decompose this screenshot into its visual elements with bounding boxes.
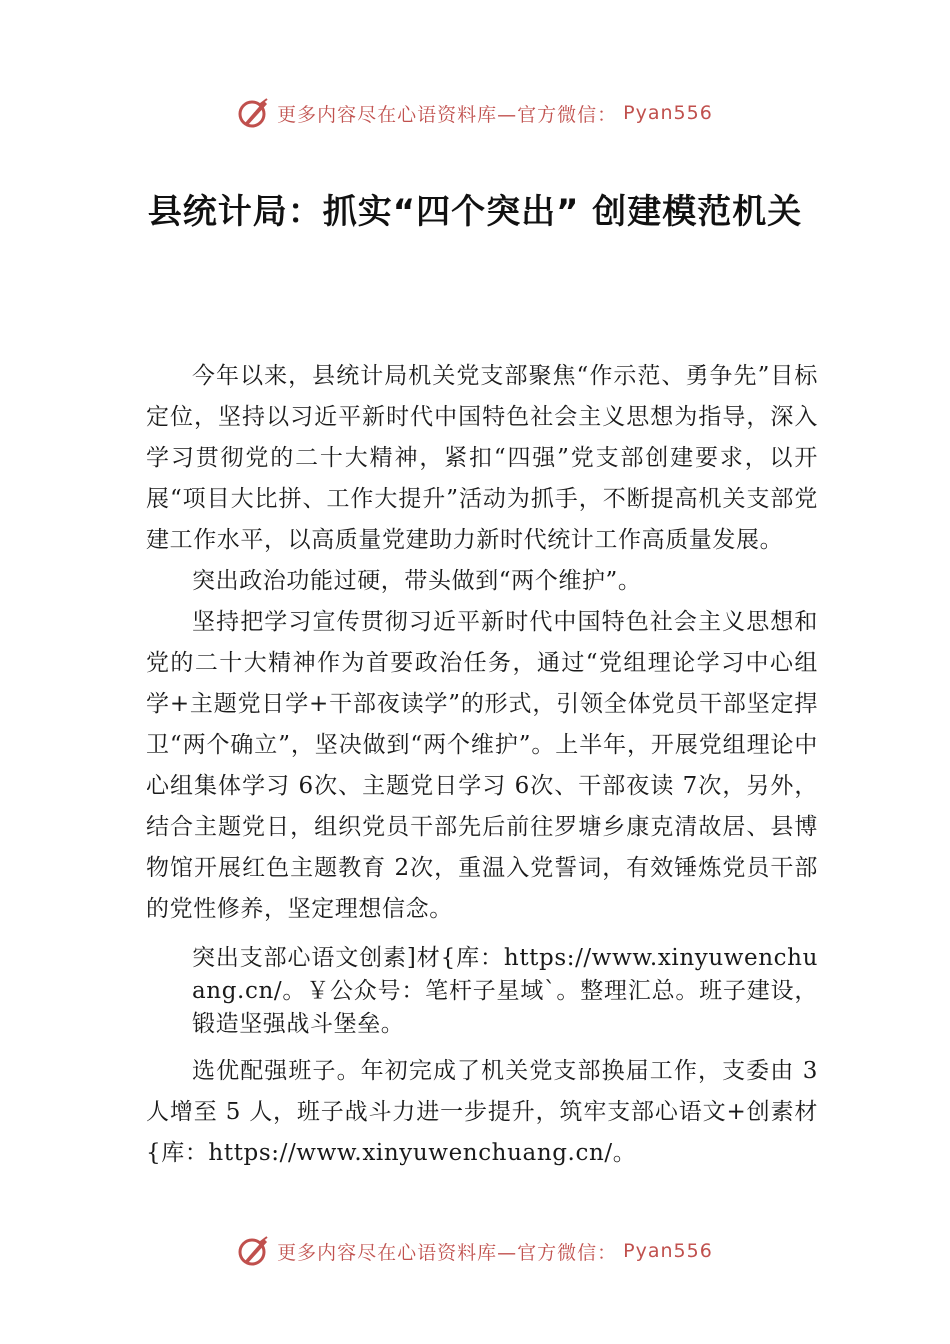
wechat-id: Pyan556 [623,102,713,124]
wechat-id: Pyan556 [623,1240,713,1262]
document-title: 县统计局：抓实“四个突出” 创建模范机关 [147,192,803,232]
quill-pen-logo-icon [237,1234,271,1268]
footer-watermark-banner [0,1234,950,1268]
paragraph-intro: 今年以来，县统计局机关党支部聚焦“作示范、勇争先”目标定位，坚持以习近平新时代中国特色社会主义思想为指导，深入学习贯彻党的二十大精神，紧扣“四强”党支部创建要求，以开展“项目大比拼、工作大提升”活动为抓手，不断提高机关支部党建工作水平，以高质量党建助力新时代统计工作高质量发展。 [146,363,818,553]
paragraph-study: 坚持把学习宣传贯彻习近平新时代中国特色社会主义思想和党的二十大精神作为首要政治任务，通过“党组理论学习中心组学+主题党日学+干部夜读学”的形式，引领全体党员干部坚定捍卫“两个确立”，坚决做到“两个维护”。上半年，开展党组理论中心组集体学习 6次、主题党日学习 6次、干部夜读 7次，另外，结合主题党日，组织党员干部先后前往罗塘乡康克清故居、县博物馆开展红色主题教育 2次，重温入党誓词，有效锤炼党员干部的党性修养，坚定理想信念。 [146,609,818,922]
header-watermark-banner [0,96,950,130]
banner-text: 更多内容尽在心语资料库—官方微信： [277,103,618,126]
banner-text: 更多内容尽在心语资料库—官方微信： [277,1241,618,1264]
document-body [146,356,818,1174]
quill-pen-logo-icon [237,96,271,130]
section-heading-political: 突出政治功能过硬，带头做到“两个维护”。 [192,568,642,594]
paragraph-team: 选优配强班子。年初完成了机关党支部换届工作，支委由 3 人增至 5 人，班子战斗力进一步提升，筑牢支部心语文+创素材{库：https://www.xinyuwenchuang.cn/。 [146,1058,818,1166]
section-heading-team: 突出支部心语文创素]材{库：https://www.xinyuwenchuang.cn/。￥公众号：笔杆子星域`。整理汇总。班子建设，锻造坚强战斗堡垒。 [192,945,818,1037]
